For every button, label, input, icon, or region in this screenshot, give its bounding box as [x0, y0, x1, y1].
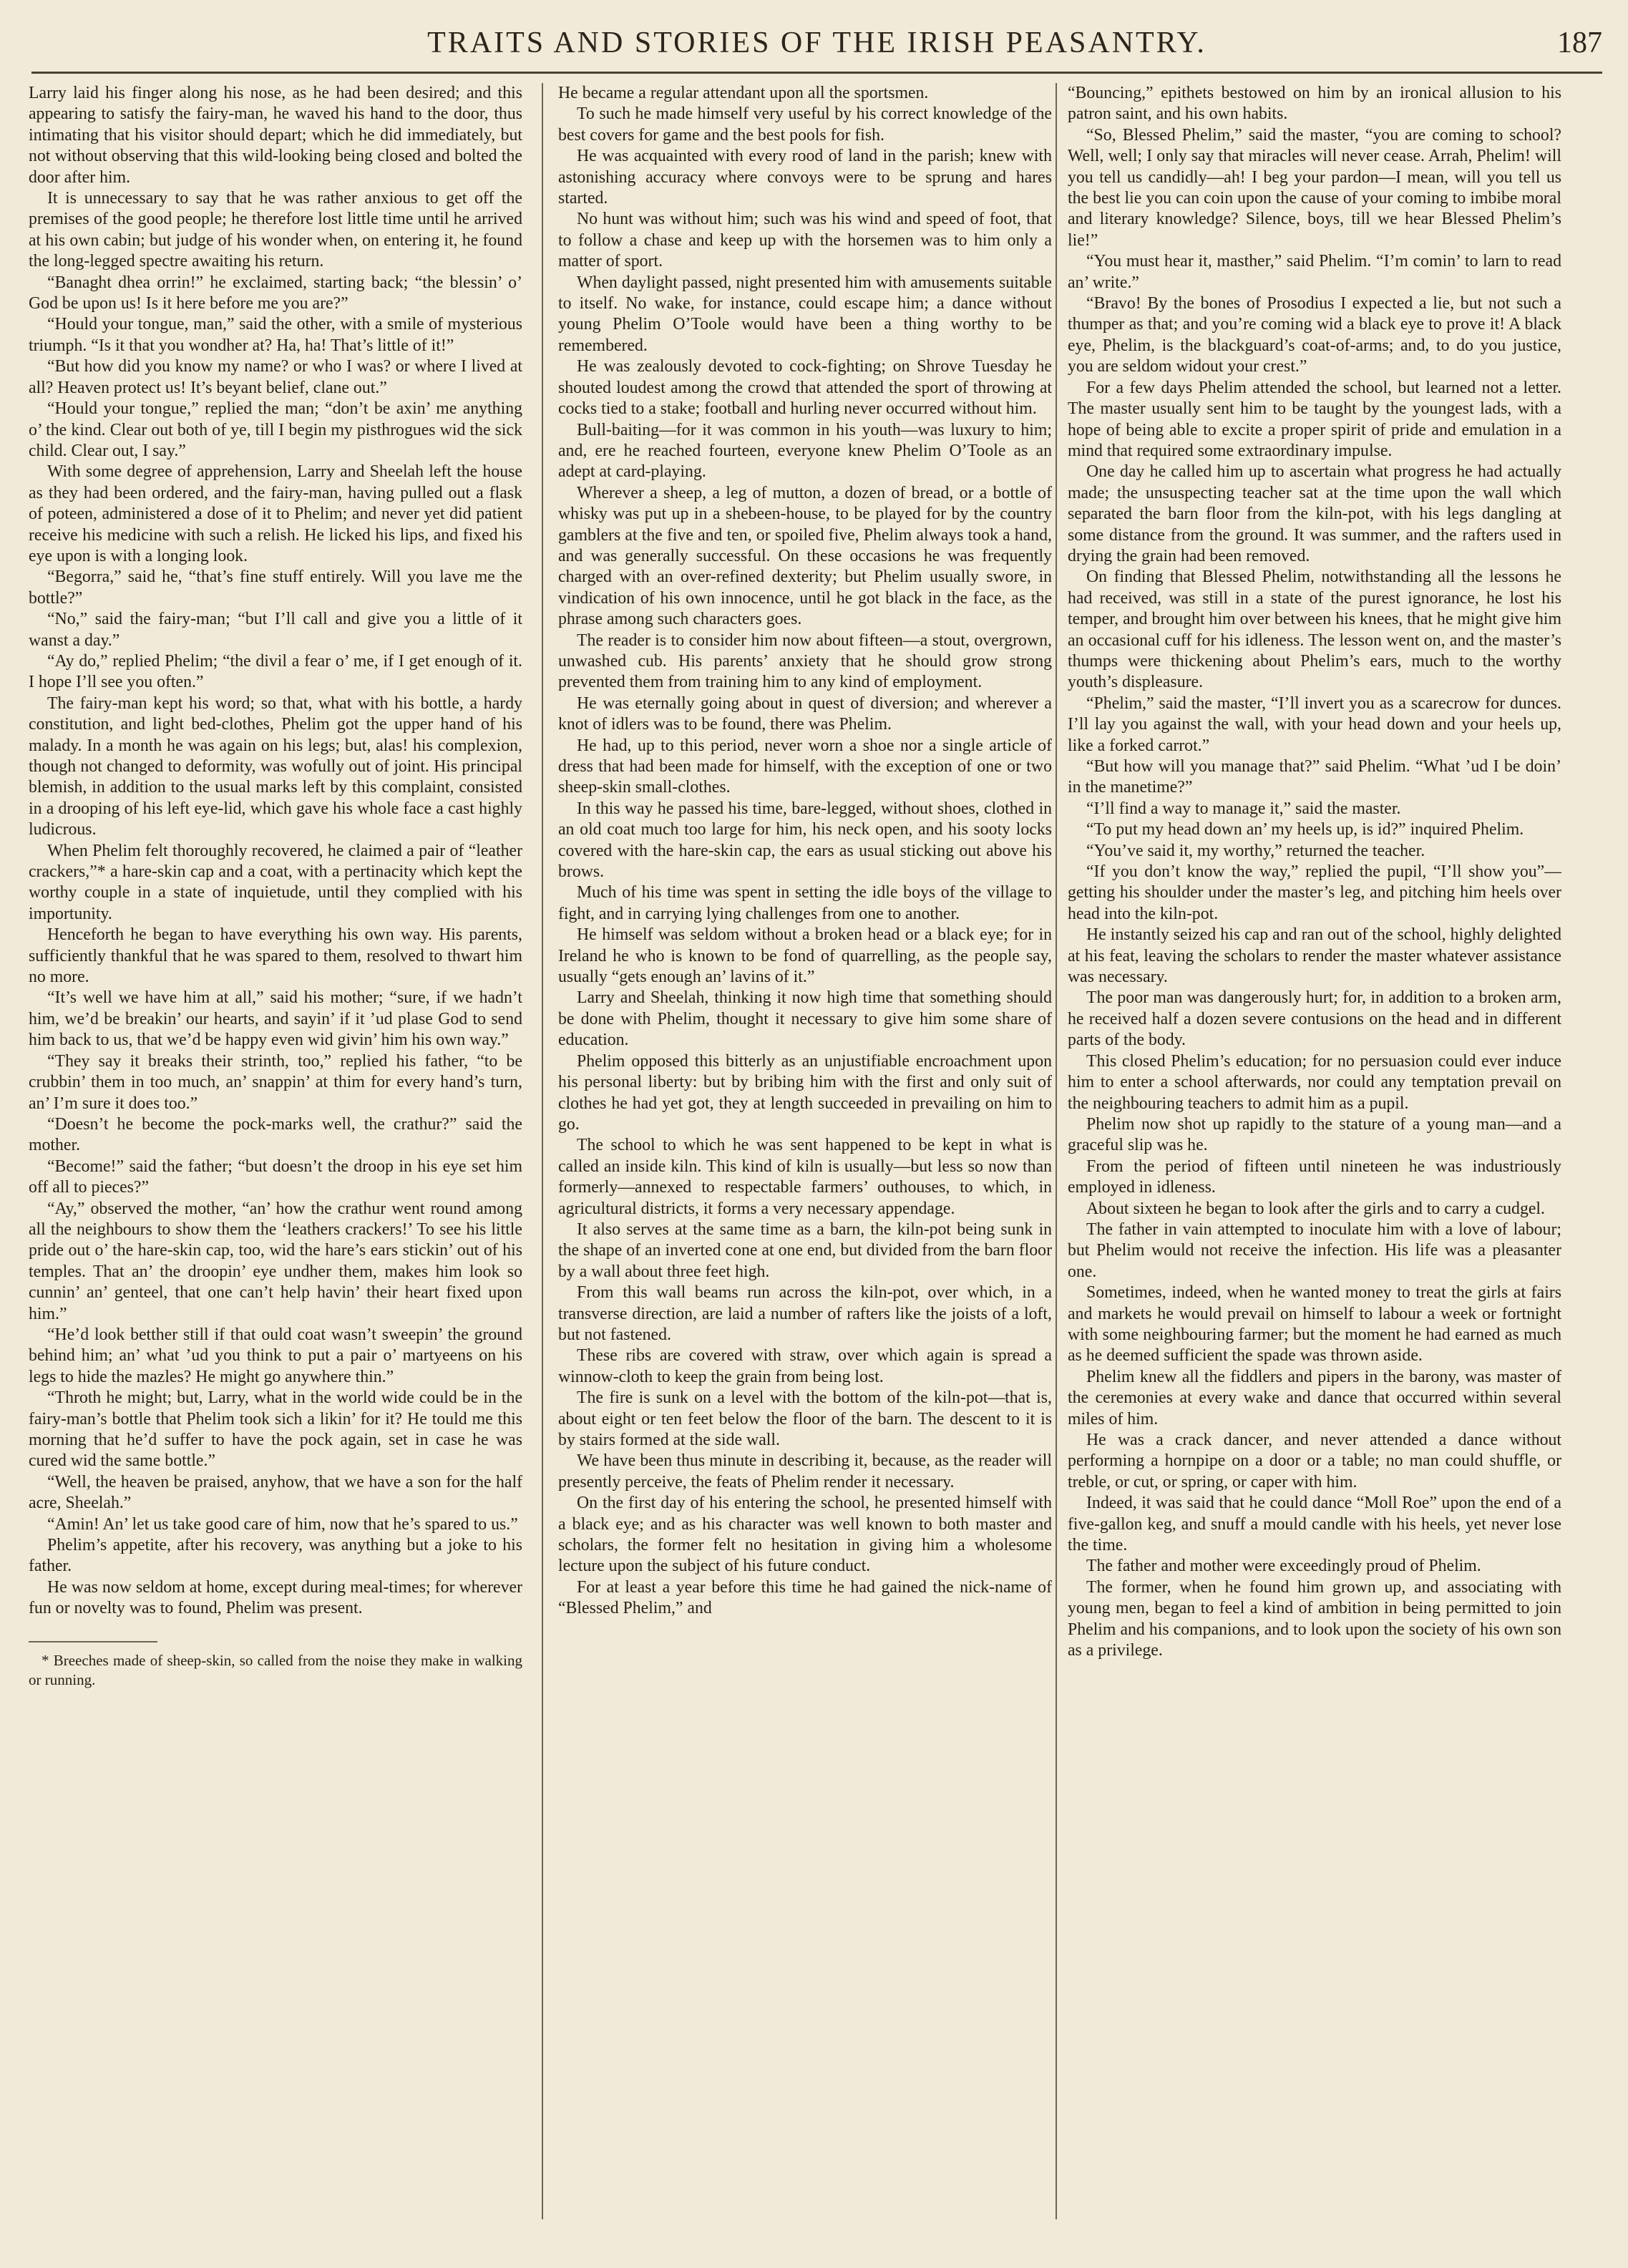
paragraph: “But how did you know my name? or who I was? or where I lived at all? Heaven protect us! It’s beyant belief, clane out.”: [29, 357, 522, 397]
paragraph: Phelim opposed this bitterly as an unjustifiable encroachment upon his personal liberty: but by bribing him with the first and only suit of clothes he had yet got, they at length succeeded in prevailing on him to go.: [558, 1051, 1052, 1134]
paragraph: “You must hear it, masther,” said Phelim. “I’m comin’ to larn to read an’ write.”: [1068, 252, 1561, 292]
paragraph: “Hould your tongue,” replied the man; “don’t be axin’ me anything o’ the kind. Clear out both of ye, till I begin my pisthrogues wid the sick child. Clear out, I say.”: [29, 399, 522, 460]
paragraph: The former, when he found him grown up, and associating with young men, began to feel a kind of ambition in being permitted to join Phelim and his companions, and to look upon the society of his own son as a privilege.: [1068, 1577, 1561, 1660]
paragraph: The reader is to consider him now about fifteen—a stout, overgrown, unwashed cub. His parents’ anxiety that he should grow strong prevented them from training him to any kind of employment.: [558, 631, 1052, 692]
paragraph: Larry and Sheelah, thinking it now high time that something should be done with Phelim, thought it necessary to give him some share of education.: [558, 988, 1052, 1050]
text-column-3: [1068, 83, 1561, 2219]
paragraph: He himself was seldom without a broken head or a black eye; for in Ireland he who is known to be fond of quarrelling, as the people say, usually “gets enough an’ lavins of it.”: [558, 925, 1052, 987]
paragraph: Wherever a sheep, a leg of mutton, a dozen of bread, or a bottle of whisky was put up in a shebeen-house, to be played for by the country gamblers at the five and ten, or spoiled five, Phelim always took a hand, and was generally successful. On these occasions he was frequently charged with an over-refined dexterity; but Phelim usually swore, in vindication of his own innocence, until he got black in the face, as the phrase among such characters goes.: [558, 483, 1052, 629]
paragraph: “To put my head down an’ my heels up, is id?” inquired Phelim.: [1086, 820, 1524, 839]
paragraph: On the first day of his entering the school, he presented himself with a black eye; and as his character was well known to both master and scholars, the former felt no hesitation in giving him a wholesome lecture upon the subject of his future conduct.: [558, 1494, 1052, 1576]
paragraph: “Amin! An’ let us take good care of him, now that he’s spared to us.”: [47, 1514, 518, 1534]
column-divider: [542, 83, 543, 2219]
column-divider: [1056, 83, 1057, 2219]
running-title: TRAITS AND STORIES OF THE IRISH PEASANTRY.: [427, 26, 1207, 59]
paragraph: In this way he passed his time, bare-legged, without shoes, clothed in an old coat much too large for him, his neck open, and his sooty locks covered with the hare-skin cap, the ears as usual sticking out above his brows.: [558, 799, 1052, 882]
page-number: 187: [1557, 26, 1602, 59]
paragraph: With some degree of apprehension, Larry and Sheelah left the house as they had been ordered, and the fairy-man, having pulled out a flask of poteen, administered a dose of it to Phelim; and never yet did patient receive his medicine with such a relish. He licked his lips, and fixed his eye upon is with a longing look.: [29, 462, 522, 565]
paragraph: Phelim knew all the fiddlers and pipers in the barony, was master of the ceremonies at every wake and dance that occurred within several miles of him.: [1068, 1367, 1561, 1429]
paragraph: “But how will you manage that?” said Phelim. “What ’ud I be doin’ in the manetime?”: [1068, 757, 1561, 797]
paragraph: Bull-baiting—for it was common in his youth—was luxury to him; and, ere he reached fourteen, everyone knew Phelim O’Toole as an adept at card-playing.: [558, 420, 1052, 482]
paragraph: One day he called him up to ascertain what progress he had actually made; the unsuspecting teacher sat at the time upon the wall which separated the barn floor from the kiln-pot, with his legs dangling at some distance from the ground. It was summer, and the rafters used in drying the grain had been removed.: [1068, 462, 1561, 565]
paragraph: He was acquainted with every rood of land in the parish; knew with astonishing accuracy where convoys were to be sprung and hares started.: [558, 147, 1052, 208]
paragraph: “Ay do,” replied Phelim; “the divil a fear o’ me, if I get enough of it. I hope I’ll see you often.”: [29, 651, 522, 692]
paragraph: It also serves at the same time as a barn, the kiln-pot being sunk in the shape of an inverted cone at one end, but divided from the barn floor by a wall about three feet high.: [558, 1220, 1052, 1281]
paragraph: “You’ve said it, my worthy,” returned the teacher.: [1086, 841, 1425, 860]
paragraph: “Become!” said the father; “but doesn’t the droop in his eye set him off all to pieces?”: [29, 1157, 522, 1197]
footnote-rule: [29, 1641, 157, 1642]
paragraph: It is unnecessary to say that he was rather anxious to get off the premises of the good people; he therefore lost little time until he arrived at his own cabin; but judge of his wonder when, on entering it, he found the long-legged spectre awaiting his return.: [29, 189, 522, 271]
paragraph: He instantly seized his cap and ran out of the school, highly delighted at his feat, leaving the scholars to render the master whatever assistance was necessary.: [1068, 925, 1561, 987]
paragraph: “If you don’t know the way,” replied the pupil, “I’ll show you”—getting his shoulder under the master’s leg, and pitching him heels over head into the kiln-pot.: [1068, 862, 1561, 923]
paragraph: “Hould your tongue, man,” said the other, with a smile of mysterious triumph. “Is it that you wondher at? Ha, ha! That’s little of it!”: [29, 315, 522, 355]
running-header: [31, 21, 1602, 66]
paragraph: The fire is sunk on a level with the bottom of the kiln-pot—that is, about eight or ten feet below the floor of the barn. The descent to it is by stairs formed at the side wall.: [558, 1388, 1052, 1449]
text-column-1: [29, 83, 522, 2219]
paragraph: No hunt was without him; such was his wind and speed of foot, that to follow a chase and keep up with the horsemen was to him only a matter of sport.: [558, 210, 1052, 271]
paragraph: Larry laid his finger along his nose, as he had been desired; and this appearing to satisfy the fairy-man, he waved his hand to the door, thus intimating that his visitor should depart; which he did immediately, but not without observing that this wild-looking being closed and bolted the door after him.: [29, 84, 522, 187]
paragraph: From the period of fifteen until nineteen he was industriously employed in idleness.: [1068, 1157, 1561, 1197]
paragraph: The fairy-man kept his word; so that, what with his bottle, a hardy constitution, and light bed-clothes, Phelim got the upper hand of his malady. In a month he was again on his legs; but, alas! his complexion, though not changed to deformity, was wofully out of joint. His principal blemish, in addition to the usual marks left by this complaint, consisted in a drooping of his left eye-lid, which gave his whole face a cast highly ludicrous.: [29, 693, 522, 839]
paragraph: “It’s well we have him at all,” said his mother; “sure, if we hadn’t him, we’d be breakin’ our hearts, and sayin’ if it ’ud plase God to send him back to us, that we’d be happy even wid givin’ him his own way.”: [29, 988, 522, 1050]
paragraph: “I’ll find a way to manage it,” said the master.: [1086, 799, 1401, 818]
paragraph: “Bouncing,” epithets bestowed on him by an ironical allusion to his patron saint, and his own habits.: [1068, 84, 1561, 124]
paragraph: We have been thus minute in describing it, because, as the reader will presently perceive, the feats of Phelim render it necessary.: [558, 1451, 1052, 1491]
paragraph: The poor man was dangerously hurt; for, in addition to a broken arm, he received half a dozen severe contusions on the head and in different parts of the body.: [1068, 988, 1561, 1050]
header-rule: [31, 72, 1602, 74]
paragraph: “Banaght dhea orrin!” he exclaimed, starting back; “the blessin’ o’ God be upon us! Is it here before me you are?”: [29, 273, 522, 313]
paragraph: “Phelim,” said the master, “I’ll invert you as a scarecrow for dunces. I’ll lay you against the wall, with your head down and your heels up, like a forked carrot.”: [1068, 693, 1561, 755]
paragraph: When Phelim felt thoroughly recovered, he claimed a pair of “leather crackers,”* a hare-skin cap and a coat, with a pertinacity which kept the worthy couple in a state of inquietude, until they complied with his importunity.: [29, 841, 522, 923]
paragraph: Indeed, it was said that he could dance “Moll Roe” upon the end of a five-gallon keg, and snuff a mould candle with his heels, yet never lose the time.: [1068, 1494, 1561, 1555]
paragraph: He was zealously devoted to cock-fighting; on Shrove Tuesday he shouted loudest among the crowd that attended the sport of throwing at cocks tied to a stake; football and hurling never occurred without him.: [558, 357, 1052, 419]
paragraph: He was now seldom at home, except during meal-times; for wherever fun or novelty was to found, Phelim was present.: [29, 1577, 522, 1618]
paragraph: “Throth he might; but, Larry, what in the world wide could be in the fairy-man’s bottle that Phelim took sich a likin’ for it? He tould me this morning that he’d suffer to have the pock again, set in case he was cured wid the same bottle.”: [29, 1388, 522, 1471]
paragraph: “No,” said the fairy-man; “but I’ll call and give you a little of it wanst a day.”: [29, 610, 522, 650]
paragraph: He had, up to this period, never worn a shoe nor a single article of dress that had been made for himself, with the exception of one or two sheep-skin small-clothes.: [558, 736, 1052, 797]
paragraph: “They say it breaks their strinth, too,” replied his father, “to be crubbin’ them in too much, an’ snappin’ at thim for every hand’s turn, an’ I’m sure it does too.”: [29, 1051, 522, 1113]
paragraph: “He’d look betther still if that ould coat wasn’t sweepin’ the ground behind him; an’ what ’ud you think to put a pair o’ martyeens on his legs to hide the mazles? He might go anywhere thin.”: [29, 1325, 522, 1386]
paragraph: For a few days Phelim attended the school, but learned not a letter. The master usually sent him to be taught by the youngest lads, with a hope of being able to excite a proper spirit of pride and emulation in a mind that required some extraordinary impulse.: [1068, 378, 1561, 460]
paragraph: The father and mother were exceedingly proud of Phelim.: [1086, 1557, 1481, 1576]
paragraph: The father in vain attempted to inoculate him with a love of labour; but Phelim would not receive the infection. His life was a pleasanter one.: [1068, 1220, 1561, 1281]
paragraph: Phelim now shot up rapidly to the stature of a young man—and a graceful slip was he.: [1068, 1114, 1561, 1155]
paragraph: This closed Phelim’s education; for no persuasion could ever induce him to enter a school afterwards, nor could any temptation prevail on the neighbouring teachers to admit him as a pupil.: [1068, 1051, 1561, 1113]
paragraph: Henceforth he began to have everything his own way. His parents, sufficiently thankful that he was spared to them, resolved to thwart him no more.: [29, 925, 522, 987]
paragraph: To such he made himself very useful by his correct knowledge of the best covers for game and the best pools for fish.: [558, 104, 1052, 145]
paragraph: Much of his time was spent in setting the idle boys of the village to fight, and in carrying lying challenges from one to another.: [558, 883, 1052, 923]
paragraph: These ribs are covered with straw, over which again is spread a winnow-cloth to keep the grain from being lost.: [558, 1346, 1052, 1386]
paragraph: Phelim’s appetite, after his recovery, was anything but a joke to his father.: [29, 1536, 522, 1576]
paragraph: He became a regular attendant upon all the sportsmen.: [558, 84, 929, 102]
paragraph: “Begorra,” said he, “that’s fine stuff entirely. Will you lave me the bottle?”: [29, 568, 522, 608]
paragraph: He was eternally going about in quest of diversion; and wherever a knot of idlers was to be found, there was Phelim.: [558, 693, 1052, 734]
footnote: * Breeches made of sheep-skin, so called from the noise they make in walking or running.: [29, 1651, 522, 1688]
paragraph: Sometimes, indeed, when he wanted money to treat the girls at fairs and markets he would prevail on himself to labour a week or fortnight with some neighbouring farmer; but the moment he had earned as much as he deemed sufficient the spade was thrown aside.: [1068, 1283, 1561, 1366]
paragraph: “Bravo! By the bones of Prosodius I expected a lie, but not such a thumper as that; and you’re coming wid a black eye to prove it! A black eye, Phelim, is the blackguard’s coat-of-arms; and, to do you justice, you are seldom widout your crest.”: [1068, 294, 1561, 376]
paragraph: “Well, the heaven be praised, anyhow, that we have a son for the half acre, Sheelah.”: [29, 1472, 522, 1513]
text-column-2: [558, 83, 1052, 2219]
paragraph: When daylight passed, night presented him with amusements suitable to itself. No wake, for instance, could escape him; a dance without young Phelim O’Toole would have been a thing worthy to be remembered.: [558, 273, 1052, 355]
paragraph: On finding that Blessed Phelim, notwithstanding all the lessons he had received, was still in a state of the purest ignorance, he lost his temper, and brought him over between his knees, that he might give him an occasional cuff for his idleness. The lesson went on, and the master’s thumps were thickening about Phelim’s ears, much to the worthy youth’s displeasure.: [1068, 568, 1561, 692]
paragraph: For at least a year before this time he had gained the nick-name of “Blessed Phelim,” and: [558, 1577, 1052, 1618]
paragraph: About sixteen he began to look after the girls and to carry a cudgel.: [1086, 1199, 1545, 1218]
paragraph: He was a crack dancer, and never attended a dance without performing a hornpipe on a door or a table; no man could shuffle, or treble, or cut, or spring, or caper with him.: [1068, 1431, 1561, 1491]
paragraph: From this wall beams run across the kiln-pot, over which, in a transverse direction, are laid a number of rafters like the joists of a loft, but not fastened.: [558, 1283, 1052, 1344]
paragraph: The school to which he was sent happened to be kept in what is called an inside kiln. This kind of kiln is usually—but less so now than formerly—annexed to respectable farmers’ outhouses, to which, in agricultural districts, it forms a very necessary appendage.: [558, 1136, 1052, 1218]
paragraph: “So, Blessed Phelim,” said the master, “you are coming to school? Well, well; I only say that miracles will never cease. Arrah, Phelim! will you tell us candidly—ah! I beg your pardon—I mean, will you tell us the best lie you can coin upon the cause of your coming to imbibe moral and literary knowledge? Silence, boys, till we hear Blessed Phelim’s lie!”: [1068, 125, 1561, 250]
paragraph: “Ay,” observed the mother, “an’ how the crathur went round among all the neighbours to show them the ‘leathers crackers!’ To see his little pride out o’ the hare-skin cap, too, wid the hare’s ears stickin’ out of his temples. That an’ the droopin’ eye undher them, makes him look so cunnin’ an’ genteel, that one can’t help havin’ their heart fixed upon him.”: [29, 1199, 522, 1323]
paragraph: “Doesn’t he become the pock-marks well, the crathur?” said the mother.: [29, 1114, 522, 1155]
